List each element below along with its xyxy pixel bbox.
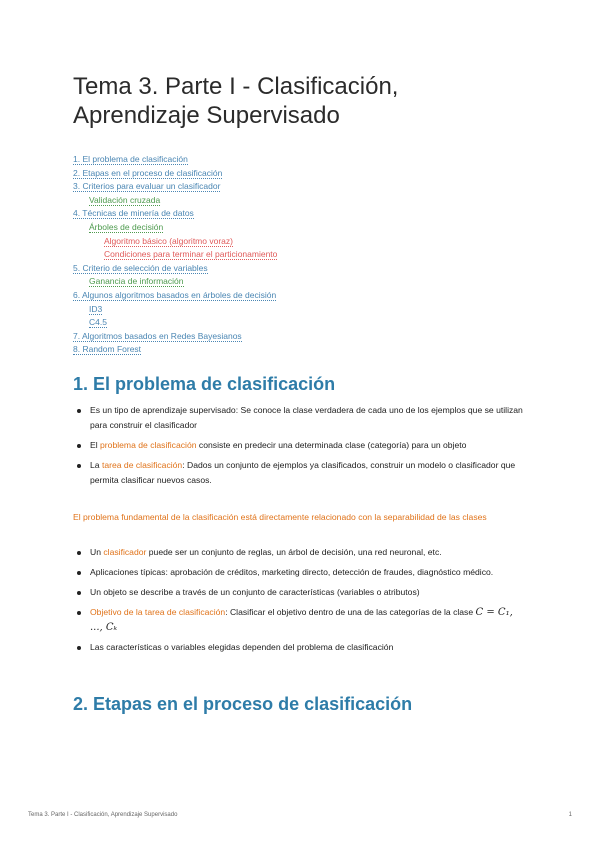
list-item: Un clasificador puede ser un conjunto de reglas, un árbol de decisión, una red neuronal, etc.: [73, 545, 523, 560]
toc-link-etapas[interactable]: 2. Etapas en el proceso de clasificación: [73, 167, 223, 178]
section-heading-2: 2. Etapas en el proceso de clasificación: [73, 694, 413, 714]
footer-title: Tema 3. Parte I - Clasificación, Aprendizaje Supervisado: [28, 812, 178, 818]
toc-link-criterios[interactable]: 3. Criterios para evaluar un clasificador: [73, 181, 221, 192]
list-item: Aplicaciones típicas: aprobación de créditos, marketing directo, detección de fraudes, diagnóstico médico.: [73, 565, 523, 580]
toc-link-tecnicas[interactable]: 4. Técnicas de minería de datos: [73, 208, 194, 219]
highlight-term: clasificador: [103, 547, 147, 557]
highlight-term: tarea de clasificación: [101, 460, 183, 470]
toc-link-algoritmo-basico[interactable]: Algoritmo básico (algoritmo voraz): [104, 235, 233, 246]
highlight-term: problema de clasificación: [100, 440, 197, 450]
table-of-contents: [73, 153, 533, 357]
list-item: Un objeto se describe a través de un conjunto de características (variables o atributos): [73, 585, 523, 600]
toc-link-redes-bayesianos[interactable]: 7. Algoritmos basados en Redes Bayesianos: [73, 330, 242, 341]
page-title: [73, 72, 533, 130]
list-item: Las características o variables elegidas dependen del problema de clasificación: [73, 640, 523, 655]
toc-link-ganancia[interactable]: Ganancia de información: [89, 276, 184, 287]
highlighted-note: El problema fundamental de la clasificación está directamente relacionado con la separabilidad de las clases: [73, 512, 487, 522]
list-item: Es un tipo de aprendizaje supervisado: Se conoce la clase verdadera de cada uno de los ejemplos que se utilizan para construir el clasificador: [73, 403, 523, 433]
highlight-term: Objetivo de la tarea de clasificación: [90, 607, 226, 617]
toc-link-validacion[interactable]: Validación cruzada: [89, 194, 161, 205]
math-formula: C = C₁, ..., Cₖ: [90, 607, 513, 633]
title-line-1: Tema 3. Parte I - Clasificación,: [73, 73, 399, 100]
section-heading-1: 1. El problema de clasificación: [73, 374, 336, 394]
bullet-list-2: [73, 545, 523, 655]
toc-link-condiciones[interactable]: Condiciones para terminar el particionamiento: [104, 249, 278, 260]
title-line-2: Aprendizaje Supervisado: [73, 102, 340, 129]
toc-link-criterio-seleccion[interactable]: 5. Criterio de selección de variables: [73, 262, 208, 273]
list-item: La tarea de clasificación: Dados un conjunto de ejemplos ya clasificados, construir un modelo o clasificador que permita clasificar nuevos casos.: [73, 458, 523, 488]
toc-link-random-forest[interactable]: 8. Random Forest: [73, 344, 142, 355]
toc-link-algunos-algoritmos[interactable]: 6. Algunos algoritmos basados en árboles de decisión: [73, 289, 277, 300]
page-number: 1: [568, 812, 572, 818]
toc-link-arboles[interactable]: Árboles de decisión: [89, 221, 164, 232]
toc-link-el-problema[interactable]: 1. El problema de clasificación: [73, 154, 188, 164]
toc-link-id3[interactable]: ID3: [89, 303, 103, 314]
list-item: Objetivo de la tarea de clasificación: Clasificar el objetivo dentro de una de las categorías de la clase C = C₁, ..., Cₖ: [73, 605, 523, 635]
list-item: El problema de clasificación consiste en predecir una determinada clase (categoría) para un objeto: [73, 438, 523, 453]
bullet-list-1: [73, 403, 523, 488]
toc-link-c45[interactable]: C4.5: [89, 317, 107, 328]
